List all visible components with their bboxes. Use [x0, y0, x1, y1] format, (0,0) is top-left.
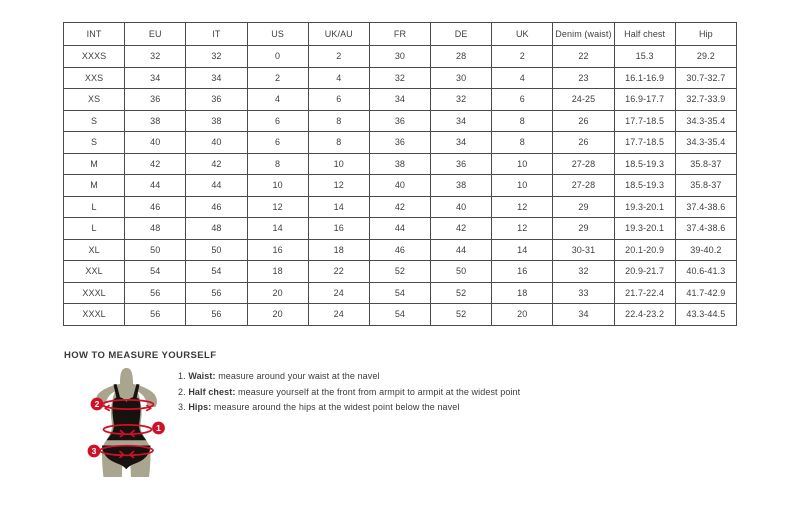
size-cell: 32 — [431, 89, 492, 111]
size-cell: 39-40.2 — [675, 239, 736, 261]
size-cell: 48 — [125, 218, 186, 240]
column-header-hip: Hip — [675, 23, 736, 46]
size-row — [64, 67, 737, 89]
size-cell: 56 — [125, 304, 186, 326]
size-cell: 38 — [431, 175, 492, 197]
size-cell: 36 — [369, 132, 430, 154]
size-cell: 43.3-44.5 — [675, 304, 736, 326]
size-cell: 8 — [492, 132, 553, 154]
size-cell: 10 — [247, 175, 308, 197]
size-cell: 2 — [492, 46, 553, 68]
size-cell: 20.9-21.7 — [614, 261, 675, 283]
size-cell: 56 — [186, 304, 247, 326]
size-cell: 27-28 — [553, 175, 614, 197]
size-cell: 4 — [308, 67, 369, 89]
measure-instruction: 1. Waist: measure around your waist at the navel — [178, 371, 380, 381]
instruction-number: 2. — [178, 386, 189, 397]
size-cell: 8 — [247, 153, 308, 175]
size-cell: 20 — [247, 304, 308, 326]
size-cell: 26 — [553, 132, 614, 154]
size-cell: 18.5-19.3 — [614, 153, 675, 175]
instruction-number: 3. — [178, 402, 189, 412]
size-cell: 41.7-42.9 — [675, 282, 736, 304]
column-header-uk: UK — [492, 23, 553, 46]
size-cell: 34 — [125, 67, 186, 89]
size-cell: 4 — [492, 67, 553, 89]
size-chart-table — [63, 22, 737, 326]
size-cell: 6 — [247, 110, 308, 132]
size-row — [64, 196, 737, 218]
size-cell: XL — [64, 239, 125, 261]
size-cell: 30.7-32.7 — [675, 67, 736, 89]
size-cell: 20 — [247, 282, 308, 304]
size-cell: 15.3 — [614, 46, 675, 68]
size-cell: 37.4-38.6 — [675, 196, 736, 218]
size-cell: 23 — [553, 67, 614, 89]
size-cell: 42 — [431, 218, 492, 240]
size-cell: 54 — [125, 261, 186, 283]
size-cell: 40 — [369, 175, 430, 197]
size-cell: 18 — [492, 282, 553, 304]
size-cell: 44 — [431, 239, 492, 261]
size-cell: 12 — [247, 196, 308, 218]
size-cell: L — [64, 218, 125, 240]
size-cell: 29 — [553, 218, 614, 240]
size-cell: 24 — [308, 304, 369, 326]
size-cell: XXXS — [64, 46, 125, 68]
size-cell: 12 — [308, 175, 369, 197]
size-cell: 14 — [308, 196, 369, 218]
instruction-label: Half chest: — [188, 386, 236, 397]
size-cell: M — [64, 175, 125, 197]
size-cell: 16.9-17.7 — [614, 89, 675, 111]
size-cell: 16 — [308, 218, 369, 240]
size-cell: 37.4-38.6 — [675, 218, 736, 240]
size-row — [64, 132, 737, 154]
waist-badge-number: 1 — [156, 423, 161, 433]
size-cell: XXS — [64, 67, 125, 89]
size-cell: M — [64, 153, 125, 175]
size-cell: 18 — [247, 261, 308, 283]
column-header-it: IT — [186, 23, 247, 46]
size-cell: 28 — [431, 46, 492, 68]
size-cell: 36 — [431, 153, 492, 175]
size-cell: 22 — [308, 261, 369, 283]
size-cell: 34 — [186, 67, 247, 89]
size-cell: 42 — [125, 153, 186, 175]
size-cell: 32 — [553, 261, 614, 283]
size-cell: 19.3-20.1 — [614, 218, 675, 240]
size-cell: 10 — [308, 153, 369, 175]
size-chart-header-row — [64, 23, 737, 46]
how-to-measure-heading: HOW TO MEASURE YOURSELF — [64, 350, 217, 361]
size-cell: 18 — [308, 239, 369, 261]
size-row — [64, 218, 737, 240]
size-cell: 24 — [308, 282, 369, 304]
measure-instructions-list — [178, 371, 520, 418]
size-cell: 34 — [369, 89, 430, 111]
size-cell: 14 — [247, 218, 308, 240]
size-cell: XXXL — [64, 304, 125, 326]
size-cell: 54 — [369, 282, 430, 304]
chest-badge-number: 2 — [94, 399, 100, 409]
size-cell: 0 — [247, 46, 308, 68]
size-cell: 10 — [492, 175, 553, 197]
size-cell: 2 — [308, 46, 369, 68]
size-row — [64, 282, 737, 304]
size-cell: 50 — [431, 261, 492, 283]
size-cell: 30 — [431, 67, 492, 89]
size-cell: 8 — [308, 110, 369, 132]
size-cell: 36 — [186, 89, 247, 111]
size-cell: 52 — [369, 261, 430, 283]
size-cell: 8 — [492, 110, 553, 132]
column-header-denim-waist-: Denim (waist) — [553, 23, 614, 46]
size-cell: 30 — [369, 46, 430, 68]
size-cell: 26 — [553, 110, 614, 132]
size-cell: 34 — [553, 304, 614, 326]
size-cell: 32 — [186, 46, 247, 68]
size-cell: 44 — [186, 175, 247, 197]
size-cell: 50 — [186, 239, 247, 261]
size-cell: 2 — [247, 67, 308, 89]
size-cell: 38 — [369, 153, 430, 175]
size-cell: 48 — [186, 218, 247, 240]
size-row — [64, 46, 737, 68]
size-cell: 20.1-20.9 — [614, 239, 675, 261]
size-cell: 16.1-16.9 — [614, 67, 675, 89]
size-cell: 35.8-37 — [675, 175, 736, 197]
size-cell: 17.7-18.5 — [614, 132, 675, 154]
size-cell: 42 — [369, 196, 430, 218]
size-cell: 18.5-19.3 — [614, 175, 675, 197]
size-cell: 46 — [186, 196, 247, 218]
size-cell: 16 — [247, 239, 308, 261]
size-cell: 19.3-20.1 — [614, 196, 675, 218]
column-header-half-chest: Half chest — [614, 23, 675, 46]
size-cell: L — [64, 196, 125, 218]
size-cell: 4 — [247, 89, 308, 111]
instruction-label: Hips: — [188, 402, 212, 412]
size-cell: 27-28 — [553, 153, 614, 175]
column-header-eu: EU — [125, 23, 186, 46]
size-cell: 38 — [125, 110, 186, 132]
size-cell: 22 — [553, 46, 614, 68]
size-cell: 20 — [492, 304, 553, 326]
size-cell: 10 — [492, 153, 553, 175]
size-cell: 38 — [186, 110, 247, 132]
size-cell: 46 — [369, 239, 430, 261]
size-cell: 34 — [431, 110, 492, 132]
size-cell: 34.3-35.4 — [675, 110, 736, 132]
size-row — [64, 153, 737, 175]
size-cell: 40 — [431, 196, 492, 218]
size-cell: 6 — [492, 89, 553, 111]
size-cell: 32.7-33.9 — [675, 89, 736, 111]
column-header-int: INT — [64, 23, 125, 46]
size-cell: 35.8-37 — [675, 153, 736, 175]
size-cell: 34 — [431, 132, 492, 154]
size-cell: 44 — [369, 218, 430, 240]
size-cell: 14 — [492, 239, 553, 261]
size-cell: 12 — [492, 196, 553, 218]
size-row — [64, 89, 737, 111]
size-cell: 52 — [431, 304, 492, 326]
size-cell: 30-31 — [553, 239, 614, 261]
size-cell: 50 — [125, 239, 186, 261]
size-row — [64, 261, 737, 283]
size-cell: 42 — [186, 153, 247, 175]
size-cell: XS — [64, 89, 125, 111]
size-cell: 12 — [492, 218, 553, 240]
size-cell: S — [64, 132, 125, 154]
size-cell: 56 — [186, 282, 247, 304]
measure-instruction: 2. Half chest: measure yourself at the front from armpit to armpit at the widest point — [178, 386, 521, 397]
size-row — [64, 239, 737, 261]
size-cell: 8 — [308, 132, 369, 154]
size-cell: 34.3-35.4 — [675, 132, 736, 154]
size-cell: 16 — [492, 261, 553, 283]
size-cell: 40 — [125, 132, 186, 154]
instruction-label: Waist: — [188, 371, 216, 381]
size-cell: 29.2 — [675, 46, 736, 68]
size-cell: 54 — [186, 261, 247, 283]
size-row — [64, 304, 737, 326]
size-cell: 22.4-23.2 — [614, 304, 675, 326]
size-cell: 6 — [308, 89, 369, 111]
size-cell: 24-25 — [553, 89, 614, 111]
size-cell: 17.7-18.5 — [614, 110, 675, 132]
size-cell: XXXL — [64, 282, 125, 304]
instruction-number: 1. — [178, 371, 189, 381]
size-cell: 32 — [125, 46, 186, 68]
size-cell: 52 — [431, 282, 492, 304]
size-cell: 36 — [125, 89, 186, 111]
size-chart-body — [64, 46, 737, 326]
size-cell: 40.6-41.3 — [675, 261, 736, 283]
size-cell: 44 — [125, 175, 186, 197]
size-cell: 36 — [369, 110, 430, 132]
size-cell: 21.7-22.4 — [614, 282, 675, 304]
measure-instruction: 3. Hips: measure around the hips at the widest point below the navel — [178, 402, 460, 412]
hips-badge-number: 3 — [91, 446, 97, 456]
column-header-de: DE — [431, 23, 492, 46]
size-cell: 46 — [125, 196, 186, 218]
size-cell: 32 — [369, 67, 430, 89]
column-header-uk-au: UK/AU — [308, 23, 369, 46]
size-cell: XXL — [64, 261, 125, 283]
size-cell: 29 — [553, 196, 614, 218]
size-row — [64, 175, 737, 197]
size-chart-header — [64, 23, 737, 46]
size-cell: S — [64, 110, 125, 132]
measurement-mannequin-illustration — [84, 366, 174, 482]
size-cell: 6 — [247, 132, 308, 154]
size-cell: 54 — [369, 304, 430, 326]
column-header-us: US — [247, 23, 308, 46]
size-cell: 33 — [553, 282, 614, 304]
size-cell: 40 — [186, 132, 247, 154]
size-row — [64, 110, 737, 132]
column-header-fr: FR — [369, 23, 430, 46]
size-cell: 56 — [125, 282, 186, 304]
